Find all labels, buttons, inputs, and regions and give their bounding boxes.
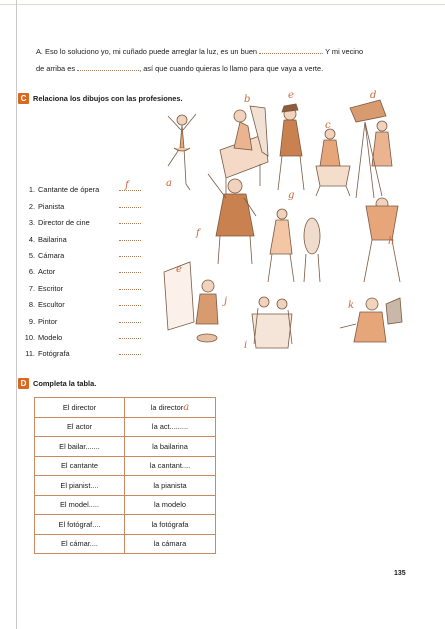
masculine-cell[interactable]: El actor <box>35 417 125 437</box>
item-label: Cámara <box>38 250 65 260</box>
item-number: 9. <box>28 316 35 326</box>
feminine-cell[interactable] <box>125 456 216 476</box>
figure-letter-d: d <box>370 90 377 101</box>
opera-singer-figure <box>208 174 256 264</box>
feminine-text: la modelo <box>153 500 187 510</box>
feminine-text: la pianista <box>153 480 187 490</box>
profession-item <box>22 326 152 342</box>
feminine-cell[interactable] <box>125 476 216 496</box>
exercise-a-text-1-end: . Y mi vecino <box>321 47 364 56</box>
profession-item <box>22 211 152 227</box>
feminine-cell[interactable] <box>125 515 216 535</box>
model-figure <box>364 198 400 282</box>
table-row <box>35 495 216 515</box>
top-rule <box>0 4 445 5</box>
item-number: 3. <box>28 218 35 228</box>
feminine-text: la cámara <box>153 539 187 549</box>
item-label: Fotógrafa <box>38 349 70 359</box>
masculine-cell[interactable]: El cantante <box>35 456 125 476</box>
section-badge: C <box>18 93 29 104</box>
profession-item <box>22 194 152 210</box>
dancer-figure <box>168 114 196 190</box>
item-label: Bailarina <box>38 234 67 244</box>
film-director-figure <box>316 129 350 196</box>
masculine-cell[interactable]: El pianist.... <box>35 476 125 496</box>
figure-letter-b: b <box>244 94 251 105</box>
sculptor-figure <box>268 209 320 282</box>
figure-letter-k: k <box>348 300 355 311</box>
profession-item <box>22 244 152 260</box>
feminine-text: la fotógrafa <box>151 519 189 529</box>
section-d-heading <box>18 377 96 389</box>
figure-letter-a: a <box>166 178 172 189</box>
masculine-cell[interactable]: El director <box>35 398 125 418</box>
professions-illustration <box>160 86 405 356</box>
masculine-cell[interactable]: El cámar.... <box>35 534 125 554</box>
answer-blank[interactable] <box>259 53 321 54</box>
answer-line[interactable] <box>119 207 141 208</box>
item-number: 6. <box>28 267 35 277</box>
writer-figure <box>252 297 292 348</box>
exercise-a-text-2-end: , así que cuando quieras lo llamo para que vaya a verte. <box>139 64 324 73</box>
section-title: Completa la tabla. <box>33 378 97 388</box>
answer-line[interactable] <box>119 305 141 306</box>
feminine-cell[interactable] <box>125 437 216 457</box>
section-c-heading <box>18 92 183 104</box>
table-row <box>35 534 216 554</box>
section-badge: D <box>18 378 29 389</box>
actor-figure <box>278 104 304 190</box>
cameraman-figure <box>350 100 392 198</box>
section-title: Relaciona los dibujos con las profesiones. <box>33 93 183 103</box>
table-row <box>35 515 216 535</box>
item-label: Escultor <box>38 300 65 310</box>
feminine-cell[interactable] <box>125 495 216 515</box>
feminine-cell[interactable] <box>125 417 216 437</box>
masculine-cell[interactable]: El model..... <box>35 495 125 515</box>
table-row <box>35 456 216 476</box>
exercise-a-text-1: A. Eso lo soluciono yo, mi cuñado puede arreglar la luz, es un buen <box>36 47 258 56</box>
handwritten-answer: f <box>125 180 129 192</box>
profession-item <box>22 260 152 276</box>
figure-letter-e-top: e <box>288 90 294 101</box>
page-number: 135 <box>394 570 406 577</box>
masculine-cell[interactable]: El fotógraf.... <box>35 515 125 535</box>
profession-item <box>22 227 152 243</box>
profession-item <box>22 293 152 309</box>
answer-line[interactable] <box>119 190 141 191</box>
answer-line[interactable] <box>119 272 141 273</box>
answer-line[interactable] <box>119 354 141 355</box>
pianist-figure <box>220 106 268 198</box>
feminine-cell[interactable] <box>125 534 216 554</box>
item-number: 4. <box>28 234 35 244</box>
item-number: 5. <box>28 250 35 260</box>
figure-letter-c: c <box>325 120 331 131</box>
item-label: Pintor <box>38 316 58 326</box>
painter-figure <box>164 262 218 342</box>
item-number: 10. <box>24 332 35 342</box>
margin-line <box>16 0 17 629</box>
item-label: Director de cine <box>38 218 90 228</box>
profession-item <box>22 309 152 325</box>
figure-letter-g: g <box>288 190 295 201</box>
item-label: Actor <box>38 267 56 277</box>
answer-line[interactable] <box>119 223 141 224</box>
table-row <box>35 398 216 418</box>
masculine-cell[interactable]: El bailar....... <box>35 437 125 457</box>
profession-item <box>22 276 152 292</box>
answer-line[interactable] <box>119 256 141 257</box>
handwritten-answer: a <box>183 401 190 413</box>
feminine-text: la cantant.... <box>149 461 191 471</box>
answer-line[interactable] <box>119 240 141 241</box>
feminine-cell[interactable] <box>125 398 216 418</box>
item-label: Cantante de ópera <box>38 185 100 195</box>
table-row <box>35 417 216 437</box>
item-number: 7. <box>28 283 35 293</box>
figure-letter-h: h <box>388 236 395 247</box>
profession-list <box>22 178 152 358</box>
answer-line[interactable] <box>119 289 141 290</box>
answer-line[interactable] <box>119 338 141 339</box>
exercise-a-text-2: de arriba es <box>36 64 76 73</box>
figure-letter-f: f <box>196 228 200 239</box>
item-label: Modelo <box>38 332 63 342</box>
answer-blank[interactable] <box>77 70 139 71</box>
exercise-a-line-2 <box>36 63 323 74</box>
item-label: Escritor <box>38 283 64 293</box>
item-number: 8. <box>28 300 35 310</box>
profession-item <box>22 178 152 194</box>
answer-line[interactable] <box>119 322 141 323</box>
feminine-text: la act......... <box>151 422 189 432</box>
item-label: Pianista <box>38 201 65 211</box>
figure-letter-e: e <box>176 264 182 275</box>
item-number: 2. <box>28 201 35 211</box>
table-row <box>35 437 216 457</box>
feminine-text: la bailarina <box>152 441 188 451</box>
table-row <box>35 476 216 496</box>
feminine-text: la director <box>150 402 184 412</box>
item-number: 11. <box>25 349 35 359</box>
gender-table <box>34 397 216 554</box>
item-number: 1. <box>28 185 35 195</box>
figure-letter-j: j <box>224 296 228 307</box>
profession-item <box>22 342 152 358</box>
exercise-a-line-1 <box>36 46 363 57</box>
figure-letter-i: i <box>244 340 248 351</box>
